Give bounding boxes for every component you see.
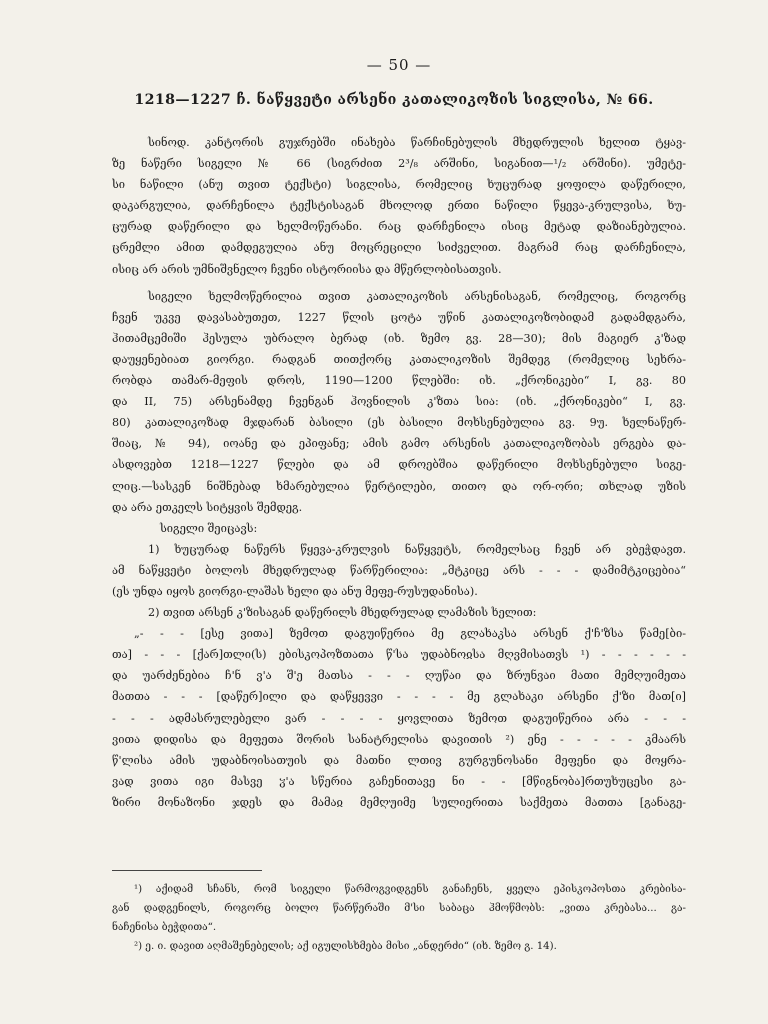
text-line: წ'ლისა ამის უდაბნოისათუის და მათნი ლთივ გურგუნოსანი მეფენი და მოყრა- [112,753,686,767]
text-line: ზე ნაწერი სიგელი № 66 (სიგრძით 2³/₈ არშინი, სიგანით—¹/₂ არშინი). უმეტე- [112,157,686,171]
paragraph-signature [112,286,686,518]
text-line: მათთა - - - [დაწერ]ილი და დაწყევვი - - - - მე გლახაკი არსენი ქ'ზი მათ[ი] [112,690,686,704]
paragraph-contents [112,518,686,813]
text-line: ჰითამცემიში ჰესულა უბრალო ბერად (იხ. ზემო გვ. 28—30); მის მაგიერ კ'ზად [112,331,686,345]
text-line: სინოდ. კანტორის გუჯრებში ინახება წარჩინებულის მხედრულის ხელით ტყავ- [148,136,686,149]
page-number: — 50 — [366,56,432,74]
text-line: და II, 75) არსენამდე ჩვენგან ჰოვნილის კ'ზთა სია: (იხ. „ქრონიკები“ I, გვ. [112,395,686,409]
text-line: სიგელი შეიცავს: [160,521,258,535]
text-line: ცრემლი ამით დამდეგულია ანუ მოცრეცილი სიძველით. მაგრამ რაც დარჩენილა, [112,241,686,255]
text-line: ამ ნაწყვეტი ბოლოს მხედრულად წარწერილია: „მტკიცე არს - - - დამიმტკიცებია“ [112,563,686,577]
text-line: დაკარგულია, დარჩენილა ტექსტისაგან მხოლოდ ერთი ნაწილი წყევა-კრულვისა, ხუ- [112,199,686,213]
text-line: და არა ეთკელს სიტყვის შემდეგ. [112,500,303,514]
text-line: ჩვენ უკვე დავასაბუთეთ, 1227 წლის ცოტა უწინ კათალიკოზობიდამ გადამდგარა, [112,310,686,324]
text-line: ზირი მონაზონი ჯდეს და მამაჲ მემღუიმე სულიერითა საქმეთა მათთა [განაგე- [112,795,686,809]
text-line: - - - ადმასრულებელი ვარ - - - - ყოვლითა ზემოთ დაგუიწერია არა - - - [112,711,686,725]
footnote-line: გან დადგენილს, როგორც ბოლო წარწერაში მ'სი საბაცა ჰმოწმობს: „ვითა კრებასა... გა- [112,903,686,914]
text-line: რობდა თამარ-მეფის დროს, 1190—1200 წლებში: იხ. „ქრონიკები“ I, გვ. 80 [112,374,686,388]
text-line: და უარძენებია ჩ'ნ ვ'ა შ'ე მათსა - - - ღუწაი და ზრუნვაი მათი მემღუიმეთა [112,669,686,683]
text-line: 80) კათალიკოზად მჯდარან ბასილი (ეს ბასილი მოხსენებულია გვ. 9უ. ხელნაწერ- [112,416,686,430]
text-line: ვითა დიდისა და მეფეთა შორის სანატრელისა დავითის ²) ენე - - - - - კმაარს [112,732,686,746]
text-line: სი ნაწილი (ანუ თვით ტექსტი) სიგლისა, რომელიც ხუცურად ყოფილა დაწერილი, [112,178,686,192]
text-line: ასდოვებთ 1218—1227 წლები და ამ დროებშია დაწერილი მოხსენებული სიგე- [112,458,686,472]
footnote-divider [112,870,262,871]
footnotes [112,880,686,956]
text-line: 2) თვით არსენ კ'ზისაგან დაწერილს მხედრულად ლამაზის ხელით: [148,606,537,620]
footnote-line: ¹) აქიდამ სჩანს, რომ სიგელი წარმოგვიდგენს განაჩენს, ყველა ეპისკოპოსთა კრებისა- [134,884,686,895]
document-heading: 1218—1227 ჩ. ნაწყვეტი არსენი კათალიკოზის სიგლისა, № 66. [134,92,654,108]
text-line: (ეს უნდა იყოს გიორგი-ლაშას ხელი და ანუ მეფე-რუსუდანისა). [112,584,478,598]
text-line: „- - - [ესე ვითა] ზემოთ დაგუიწერია მე გლახაკსა არსენ ქ'ჩ'ზსა წამე[ბი- [134,627,686,641]
text-line: შიაც, № 94), იოანე და ეპიფანე; ამის გამო არსენის კათალიკოზობას ერგება და- [112,437,686,451]
text-line: თა] - - - [ქარ]თლი(ს) ებისკოპოზთათა წ'სა უდაბნოჲსა მღვმისათვს ¹) - - - - - - [112,648,686,662]
text-line: ცურად დაწერილი და ხელმოწერანი. რაც დარჩენილა ისიც მეტად დაზიანებულია. [112,220,686,234]
text-line: ვად ვითა იგი მასვე ჳ'ა სწერია გაჩენითავე ნი - - [მწიგნობა]რთუხუცესი გა- [112,774,686,788]
footnote-line: ²) ე. ი. დავით აღმაშენებელის; აქ იგულისხმება მისი „ანდერძი“ (იხ. ზემო გ. 14). [134,941,557,952]
text-line: 1) ხუცურად ნაწერს წყევა-კრულვის ნაწყვეტს, რომელსაც ჩვენ არ ვბეჭდავთ. [148,542,686,556]
text-line: დაუყენებიათ გიორგი. რადგან თითქორც კათალიკოზის შემდეგ (რომელიც სეხრა- [112,352,686,366]
footnote-line: ნაჩენისა ბეჭდითა“. [112,922,217,933]
text-line: სიგელი ხელმოწერილია თვით კათალიკოზის არსენისაგან, რომელიც, როგორც [148,289,686,303]
paragraph-description [112,132,686,280]
text-line: ისიც არ არის უმნიშვნელო ჩვენი ისტორიისა და მწერლობისათვის. [112,262,502,276]
text-line: ლიც.—სასკენ ნიშნებად ხმარებულია წერტილები, თითო და ორ-ორი; თხლად უზის [112,479,686,493]
